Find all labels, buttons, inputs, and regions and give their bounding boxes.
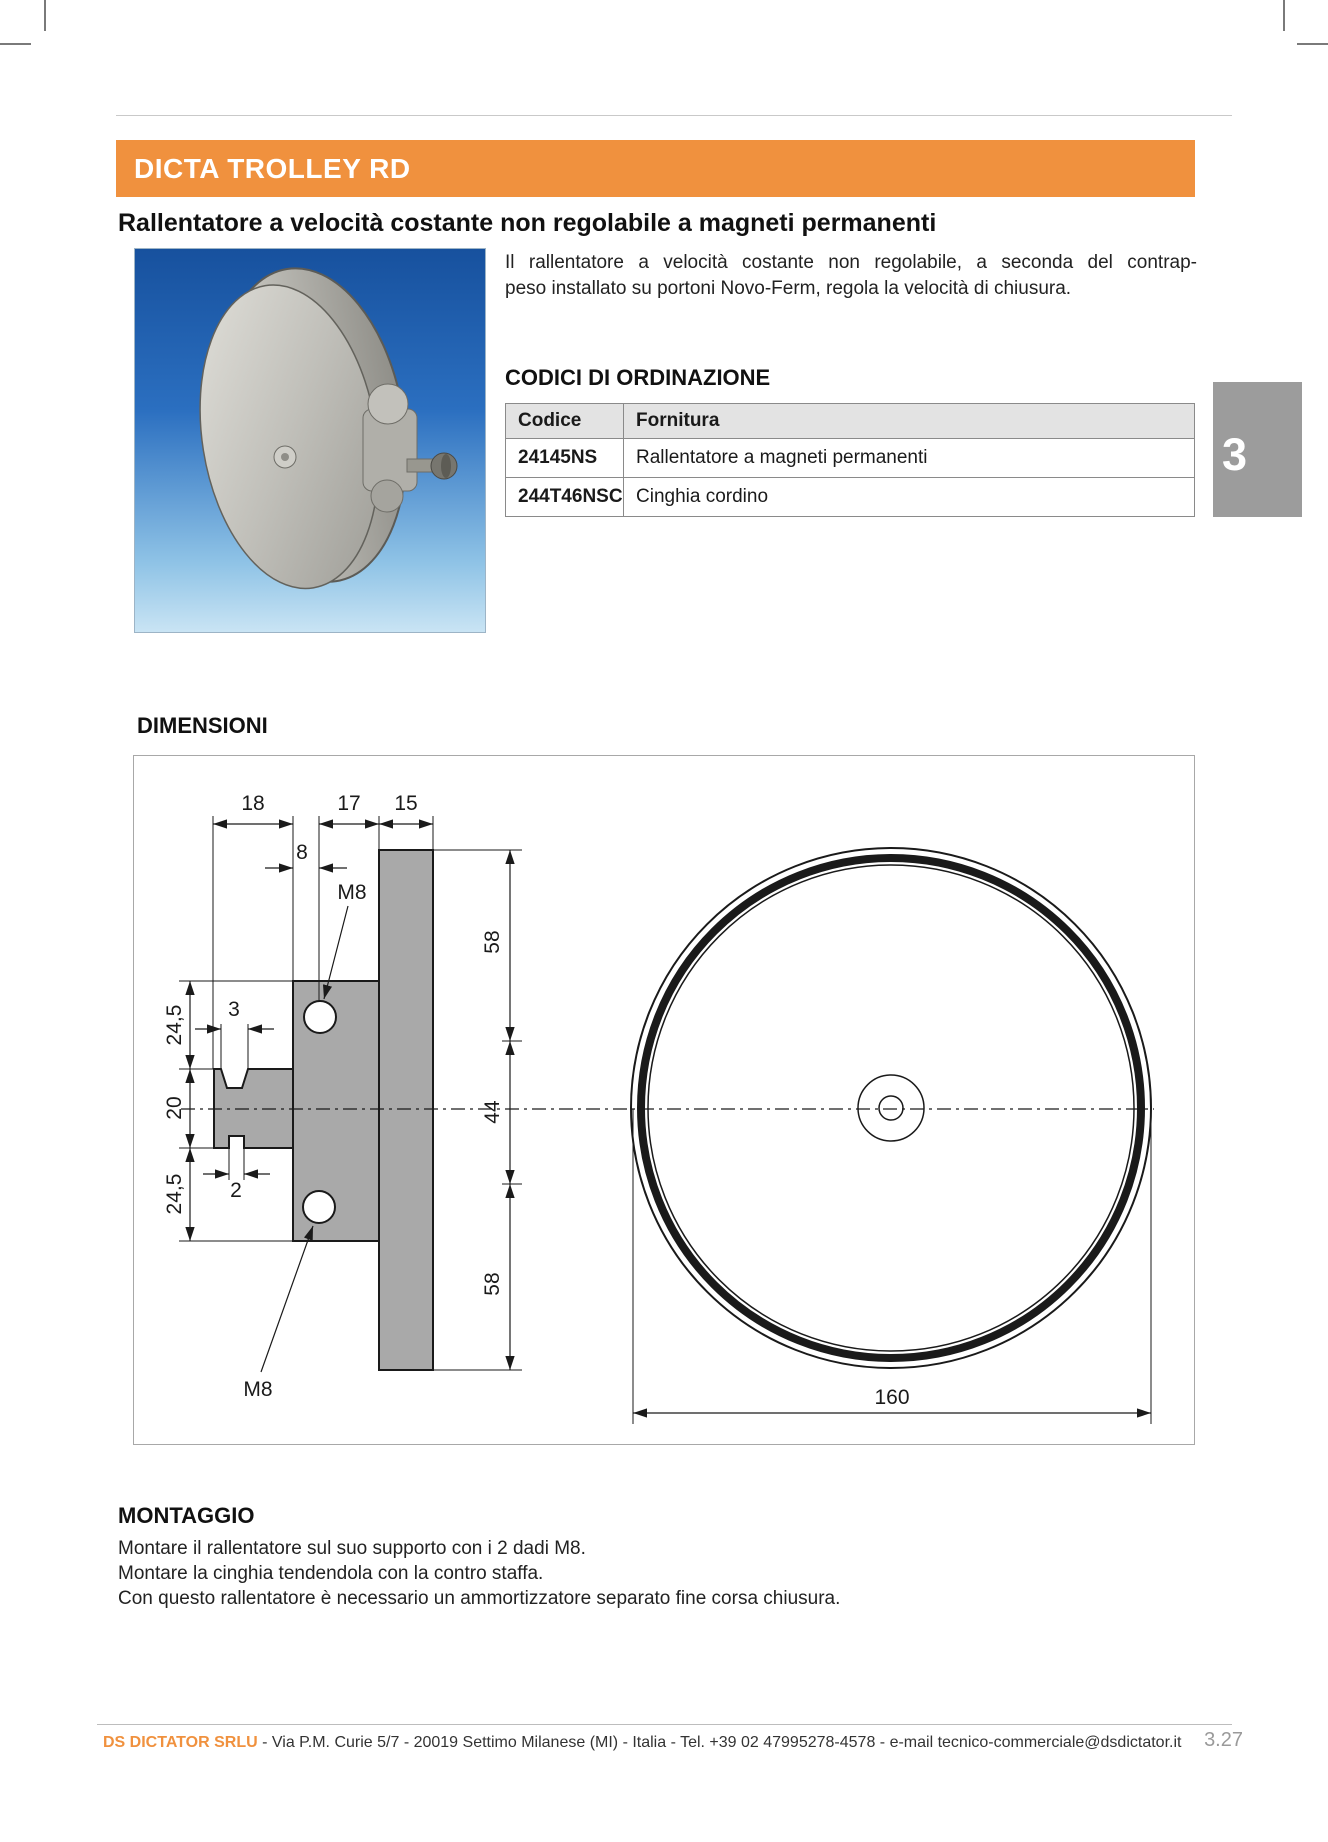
product-photo-illustration	[135, 249, 485, 632]
dim-label-20: 20	[163, 1096, 186, 1120]
dim-label-58-top: 58	[481, 930, 504, 954]
montaggio-text	[118, 1536, 840, 1611]
m8-hole-bottom	[303, 1191, 335, 1223]
description-line: peso installato su portoni Novo-Ferm, regola la velocità di chiusura.	[505, 278, 1072, 299]
description-cell: Rallentatore a magneti permanenti	[624, 439, 1195, 478]
dim-label-m8-bottom: M8	[243, 1378, 273, 1401]
code-cell: 244T46NSC	[506, 478, 624, 517]
crop-mark	[1297, 43, 1328, 45]
table-header-row	[506, 404, 1195, 439]
dim-label-18: 18	[241, 792, 265, 815]
dimension-drawing	[134, 756, 1194, 1444]
montaggio-line: Montare il rallentatore sul suo supporto con i 2 dadi M8.	[118, 1538, 586, 1559]
product-photo	[134, 248, 486, 633]
product-header-bar	[116, 140, 1195, 197]
footer	[103, 1734, 1181, 1752]
dimension-drawing-box	[133, 755, 1195, 1445]
footer-rule	[97, 1724, 1232, 1725]
footer-company: DS DICTATOR SRLU	[103, 1734, 258, 1751]
dim-label-15: 15	[394, 792, 418, 815]
montaggio-line: Montare la cinghia tendendola con la contro staffa.	[118, 1563, 544, 1584]
disc-side-view	[379, 850, 433, 1370]
page-title: Rallentatore a velocità costante non regolabile a magneti permanenti	[118, 209, 937, 237]
dim-label-3: 3	[228, 998, 240, 1021]
disc-front-view	[631, 848, 1151, 1368]
crop-mark	[44, 0, 46, 31]
dim-label-24-5-bottom: 24,5	[163, 1173, 186, 1215]
chapter-tab	[1213, 382, 1302, 517]
dim-label-44: 44	[481, 1100, 504, 1124]
table-row	[506, 478, 1195, 517]
dim-label-160: 160	[874, 1386, 910, 1409]
crop-mark	[1283, 0, 1285, 31]
column-header-fornitura: Fornitura	[624, 404, 1195, 439]
montaggio-line: Con questo rallentatore è necessario un ammortizzatore separato fine corsa chiusura.	[118, 1588, 841, 1609]
product-description	[505, 250, 1197, 302]
crop-mark	[0, 43, 31, 45]
montaggio-heading: MONTAGGIO	[118, 1503, 255, 1528]
product-name: DICTA TROLLEY RD	[134, 152, 411, 184]
dim-label-2: 2	[230, 1179, 242, 1202]
dim-label-17: 17	[337, 792, 361, 815]
page-number: 3.27	[1204, 1729, 1243, 1751]
column-header-codice: Codice	[506, 404, 624, 439]
dimensions-heading: DIMENSIONI	[137, 713, 268, 738]
dim-label-24-5-top: 24,5	[163, 1004, 186, 1046]
ordering-heading: CODICI DI ORDINAZIONE	[505, 365, 771, 390]
footer-address: - Via P.M. Curie 5/7 - 20019 Settimo Milanese (MI) - Italia - Tel. +39 02 47995278-4578 - e-mail tecnico-commerciale@dsdictator.it	[257, 1734, 1182, 1751]
m8-bottom-leader	[261, 1226, 313, 1372]
chapter-number: 3	[1222, 429, 1248, 480]
table-row	[506, 439, 1195, 478]
code-cell: 24145NS	[506, 439, 624, 478]
ordering-table	[505, 403, 1195, 517]
description-cell: Cinghia cordino	[624, 478, 1195, 517]
description-line: Il rallentatore a velocità costante non regolabile, a seconda del contrap-	[505, 252, 1197, 273]
top-rule	[116, 115, 1232, 116]
m8-hole-top	[304, 1001, 336, 1033]
dim-label-58-bottom: 58	[481, 1272, 504, 1296]
dim-label-8: 8	[296, 841, 308, 864]
dim-label-m8-top: M8	[337, 881, 367, 904]
